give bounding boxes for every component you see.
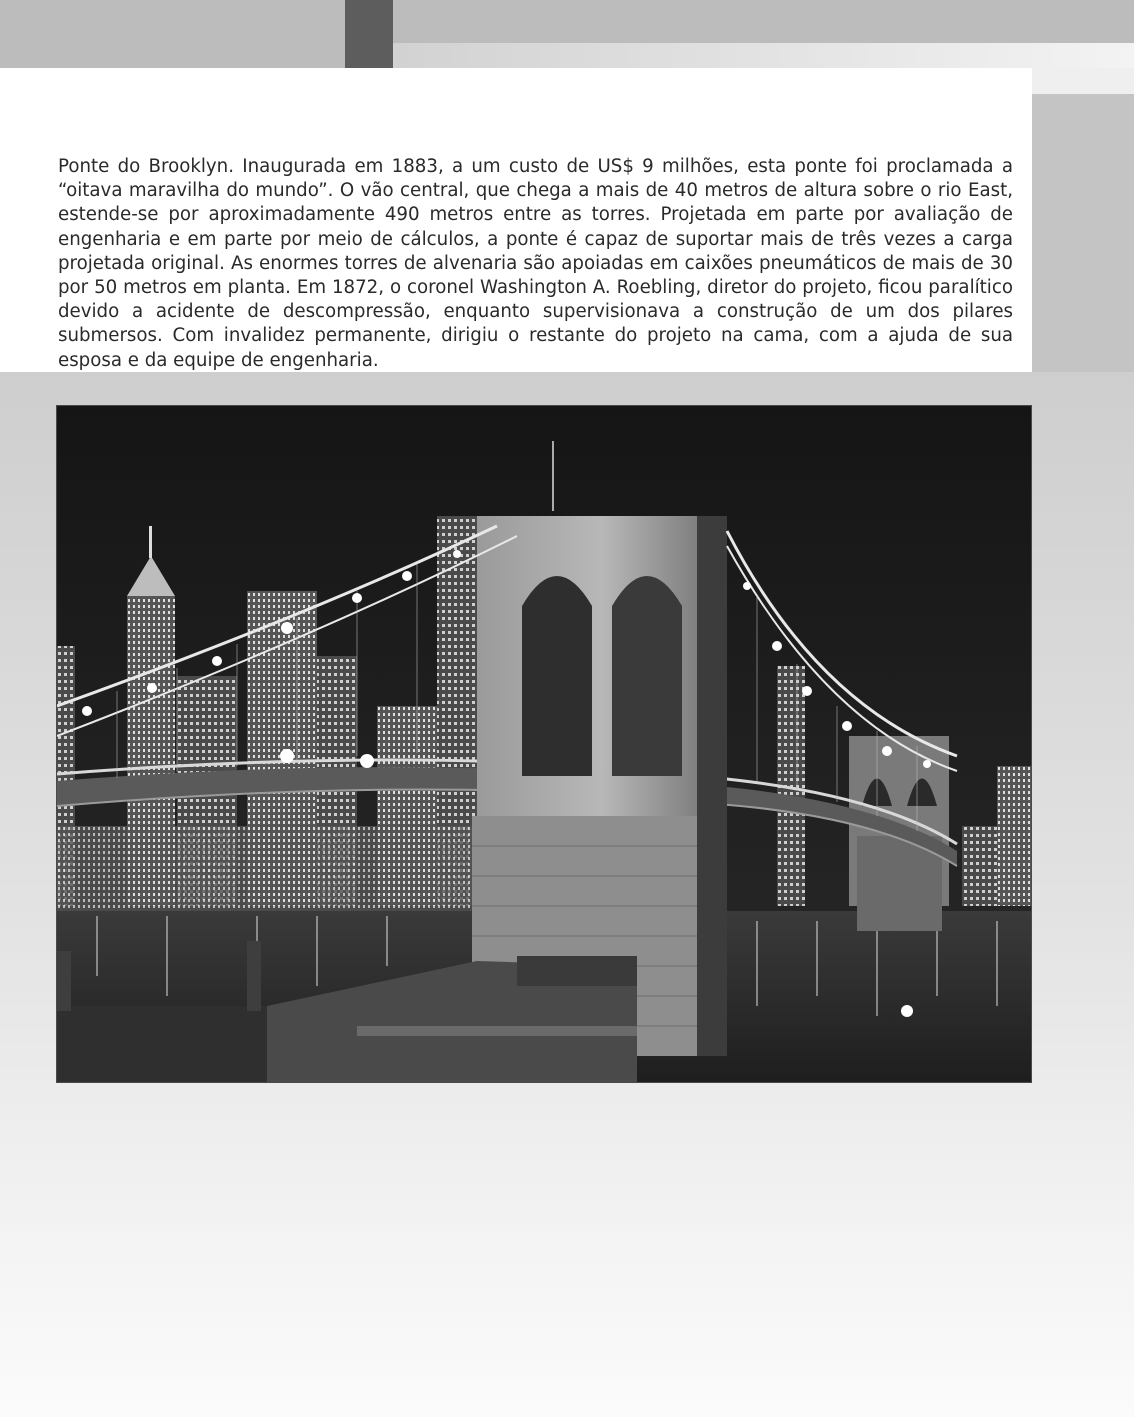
bridge-photo-illustration [57,406,1031,1082]
header-tab-marker [345,0,393,68]
brooklyn-bridge-photo [56,405,1032,1083]
right-margin-gray-block [1032,94,1134,372]
right-margin-light-block [1032,68,1134,94]
photo-caption: Ponte do Brooklyn. Inaugurada em 1883, a um custo de US$ 9 milhões, esta ponte foi proclamada a “oitava maravilha do mundo”. O vão central, que chega a mais de 40 metros de altura sobre o rio East, estende-se por aproximadamente 490 metros entre as torres. Projetada em parte por avaliação de engenharia e em parte por meio de cálculos, a ponte é capaz de suportar mais de três vezes a carga projetada original. As enormes torres de alvenaria são apoiadas em caixões pneumáticos de mais de 30 por 50 metros em planta. Em 1872, o coronel Washington A. Roebling, diretor do projeto, ficou paralítico devido a acidente de descompressão, enquanto supervisionava a construção de um dos pilares submersos. Com invalidez permanente, dirigiu o restante do projeto na cama, com a ajuda de sua esposa e da equipe de engenharia. [58,156,1013,371]
header-stripe [393,43,1134,68]
